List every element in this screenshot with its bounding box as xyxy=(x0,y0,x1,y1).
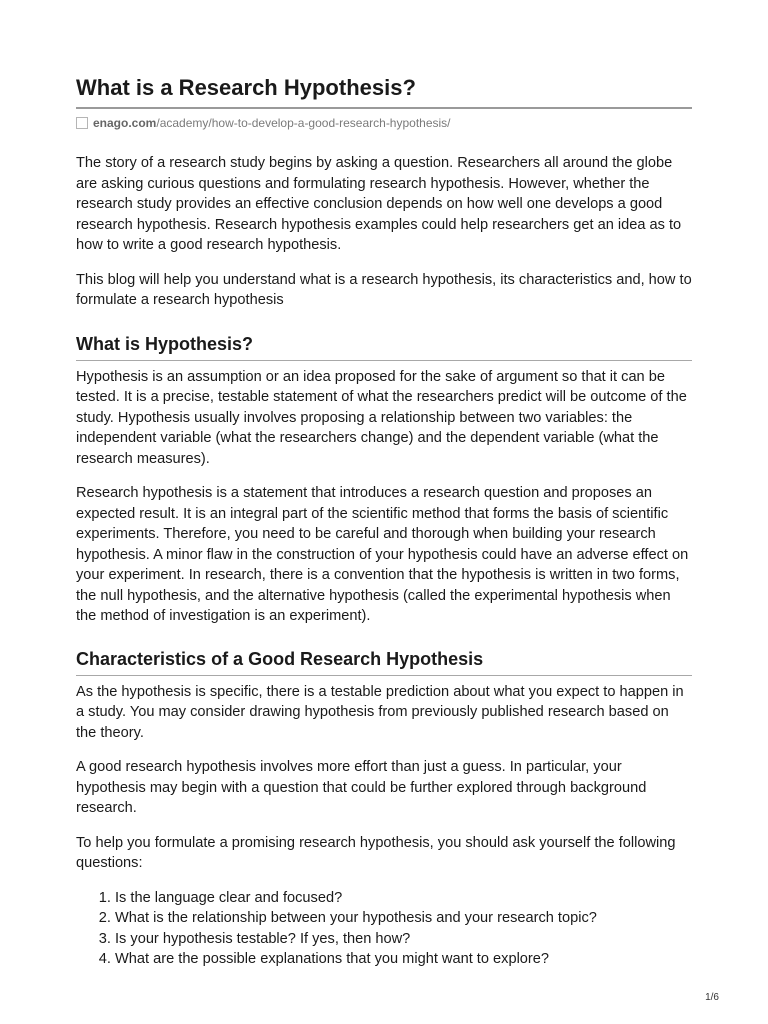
section-heading-characteristics: Characteristics of a Good Research Hypothesis xyxy=(76,647,692,676)
page-number: 1/6 xyxy=(705,992,719,1003)
list-item: 4. What are the possible explanations that you might want to explore? xyxy=(115,949,692,970)
body-paragraph: A good research hypothesis involves more effort than just a guess. In particular, your hypothesis may begin with a question that could be further explored through background research. xyxy=(76,759,647,816)
list-item: 1. Is the language clear and focused? xyxy=(115,888,692,909)
favicon-icon xyxy=(76,117,88,129)
body-paragraph: To help you formulate a promising research hypothesis, you should ask yourself the following questions: xyxy=(76,834,676,871)
source-url[interactable] xyxy=(76,115,692,131)
document-page xyxy=(76,70,692,970)
source-domain[interactable]: enago.com xyxy=(93,116,157,130)
intro-paragraph: The story of a research study begins by asking a question. Researchers all around the globe are asking curious questions and formulating research hypothesis. However, whether the research study provides an effective conclusion depends on how well one develops a good research hypothesis. Research hypothesis examples could help researchers get an idea as to how to write a good research hypothesis. xyxy=(76,155,682,253)
page-title: What is a Research Hypothesis? xyxy=(76,70,692,109)
intro-paragraph: This blog will help you understand what is a research hypothesis, its characteristics and, how to formulate a research hypothesis xyxy=(76,271,692,308)
body-paragraph: Hypothesis is an assumption or an idea proposed for the sake of argument so that it can be tested. It is a precise, testable statement of what the researchers predict will be outcome of the study. Hypothesis usually involves proposing a relationship between two variables: the independent variable (what the researchers change) and the dependent variable (what the research measures). xyxy=(76,368,687,467)
questions-list xyxy=(76,888,692,970)
body-paragraph: Research hypothesis is a statement that introduces a research question and proposes an expected result. It is an integral part of the scientific method that forms the basis of scientific experiments. Therefore, you need to be careful and thorough when building your research hypothesis. A minor flaw in the construction of your hypothesis could have an adverse effect on your experiment. In research, there is a convention that the hypothesis is written in two forms, the null hypothesis, and the alternative hypothesis (called the experimental hypothesis when the method of investigation is an experiment). xyxy=(76,485,689,624)
list-item: 2. What is the relationship between your hypothesis and your research topic? xyxy=(115,908,692,929)
source-path[interactable]: /academy/how-to-develop-a-good-research-hypothesis/ xyxy=(156,116,451,130)
body-paragraph: As the hypothesis is specific, there is a testable prediction about what you expect to happen in a study. You may consider drawing hypothesis from previously published research based on the theory. xyxy=(76,683,684,741)
list-item: 3. Is your hypothesis testable? If yes, then how? xyxy=(115,929,692,950)
section-heading-what-is-hypothesis: What is Hypothesis? xyxy=(76,332,692,361)
